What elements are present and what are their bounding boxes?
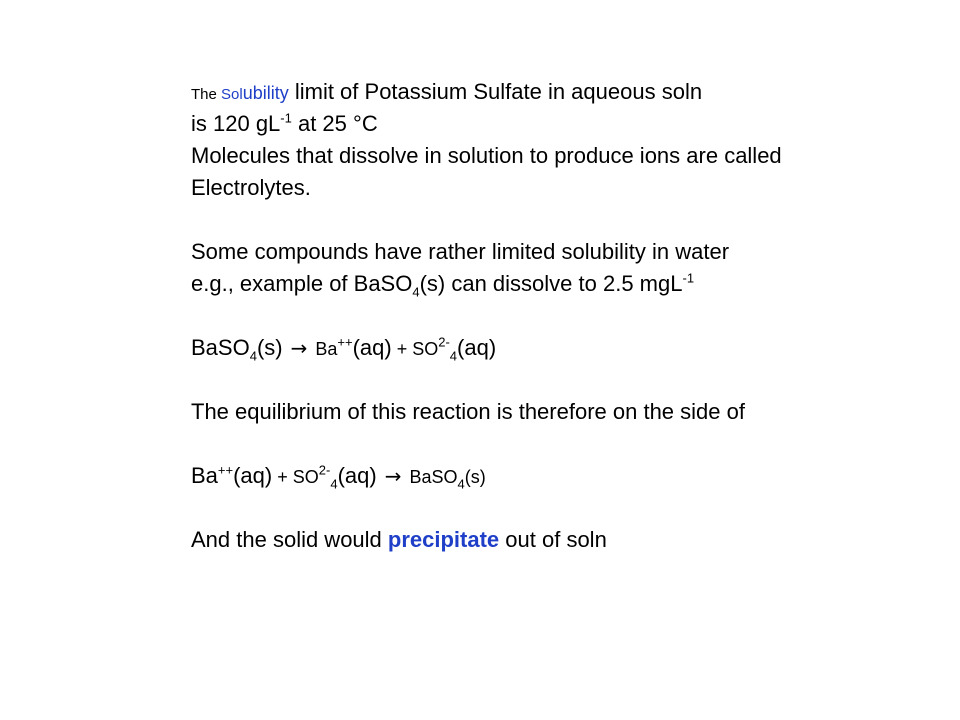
eq2-ba: Ba	[191, 463, 218, 488]
example-subscript: 4	[412, 284, 420, 300]
precipitate-text-a: And the solid would	[191, 527, 388, 552]
eq2-so-charge: 2-	[318, 462, 331, 478]
eq1-ba-state: (aq)	[352, 335, 392, 360]
eq2-ba-charge: ++	[217, 462, 234, 478]
right-arrow-icon: →	[384, 464, 402, 488]
example-superscript: -1	[682, 270, 695, 286]
eq2-plus-so: + SO	[272, 467, 319, 487]
limited-solubility-line	[191, 236, 729, 268]
eq2-so-sub: 4	[330, 476, 338, 492]
precipitate-text-b: out of soln	[499, 527, 607, 552]
molecules-text: Molecules that dissolve in solution to produce ions are called	[191, 143, 782, 168]
electrolytes-line	[191, 172, 311, 204]
molecules-line	[191, 140, 782, 172]
example-text-a: e.g., example of BaSO	[191, 271, 413, 296]
precipitate-line	[191, 524, 607, 556]
unit-exponent: -1	[280, 110, 292, 126]
equilibrium-text: The equilibrium of this reaction is therefore on the side of	[191, 399, 745, 424]
solubility-limit-rest: limit of Potassium Sulfate in aqueous soln	[288, 79, 703, 104]
temperature-text: at 25 °C	[291, 111, 378, 136]
eq2-baso-sub: 4	[457, 476, 465, 492]
limited-solubility-text: Some compounds have rather limited solubility in water	[191, 239, 730, 264]
dissolution-equation	[191, 332, 496, 365]
equilibrium-line	[191, 396, 745, 428]
eq1-ba: Ba	[315, 339, 338, 359]
eq1-ba-charge: ++	[337, 334, 353, 350]
eq1-so-sub: 4	[449, 348, 458, 364]
eq2-baso: BaSO	[409, 467, 458, 487]
eq2-ba-state: (aq)	[233, 463, 273, 488]
eq1-baso-sub: 4	[249, 348, 257, 364]
eq1-so-state: (aq)	[457, 335, 497, 360]
eq1-baso-state: (s)	[256, 335, 283, 360]
eq2-baso-state: (s)	[464, 467, 486, 487]
word-sol: Sol	[221, 86, 243, 103]
eq1-plus-so: + SO	[391, 339, 439, 359]
example-line	[191, 268, 694, 300]
word-ubility: ubility	[242, 83, 289, 103]
eq1-so-charge: 2-	[438, 334, 450, 350]
precipitation-equation	[191, 460, 486, 493]
solubility-value-text: is 120 gL	[191, 111, 281, 136]
precipitate-keyword: precipitate	[387, 527, 500, 552]
example-text-b: (s) can dissolve to 2.5 mgL	[419, 271, 683, 296]
word-the: The	[191, 86, 222, 103]
eq1-baso: BaSO	[191, 335, 250, 360]
electrolytes-text: Electrolytes.	[191, 175, 311, 200]
eq2-so-state: (aq)	[337, 463, 377, 488]
solubility-limit-line	[191, 76, 702, 111]
right-arrow-icon: →	[290, 336, 308, 360]
solubility-value-line	[191, 108, 378, 140]
